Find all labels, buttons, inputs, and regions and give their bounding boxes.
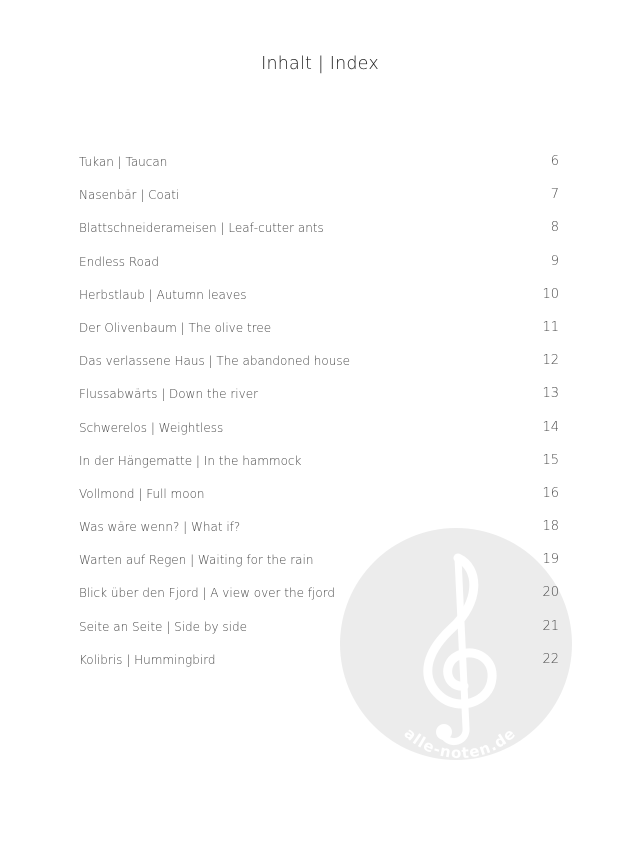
toc-entry-title: Endless Road bbox=[79, 254, 159, 269]
toc-entry bbox=[79, 418, 559, 451]
toc-entry-page: 16 bbox=[542, 485, 559, 501]
toc-entry-page: 8 bbox=[550, 220, 559, 236]
toc-entry bbox=[79, 252, 559, 285]
toc-entry bbox=[79, 517, 559, 550]
toc-entry-title: Was wäre wenn? | What if? bbox=[79, 520, 241, 535]
toc-entry-title: Kolibris | Hummingbird bbox=[79, 652, 216, 667]
toc-entry bbox=[79, 152, 559, 185]
toc-entry-title: Blattschneiderameisen | Leaf-cutter ants bbox=[79, 221, 324, 236]
toc-entry-title: Flussabwärts | Down the river bbox=[79, 387, 259, 402]
toc-entry-page: 10 bbox=[542, 286, 559, 302]
toc-entry bbox=[79, 285, 559, 318]
toc-entry-title: Schwerelos | Weightless bbox=[79, 420, 224, 435]
toc-entry-title: Das verlassene Haus | The abandoned house bbox=[79, 354, 350, 369]
toc-entry-page: 12 bbox=[542, 353, 559, 369]
toc-entry-title: Der Olivenbaum | The olive tree bbox=[79, 320, 272, 335]
toc-entry-title: Blick über den Fjord | A view over the fjord bbox=[79, 586, 336, 601]
toc-entry-page: 7 bbox=[550, 187, 559, 203]
toc-entry-page: 9 bbox=[550, 253, 559, 269]
toc-entry bbox=[79, 218, 559, 251]
toc-entry bbox=[79, 550, 559, 583]
toc-list bbox=[79, 152, 559, 683]
toc-entry-page: 15 bbox=[542, 452, 559, 468]
toc-entry bbox=[79, 451, 559, 484]
toc-entry-page: 11 bbox=[542, 319, 559, 335]
toc-entry-title: Seite an Seite | Side by side bbox=[79, 619, 247, 634]
toc-entry-page: 22 bbox=[542, 651, 559, 667]
toc-entry-title: Vollmond | Full moon bbox=[79, 486, 205, 501]
toc-entry bbox=[79, 617, 559, 650]
toc-entry-page: 21 bbox=[542, 618, 559, 634]
toc-entry bbox=[79, 650, 559, 683]
toc-entry bbox=[79, 484, 559, 517]
toc-entry bbox=[79, 384, 559, 417]
toc-entry-page: 13 bbox=[542, 386, 559, 402]
toc-entry-page: 14 bbox=[542, 419, 559, 435]
toc-entry bbox=[79, 583, 559, 616]
toc-entry bbox=[79, 351, 559, 384]
toc-entry-page: 6 bbox=[550, 154, 559, 169]
toc-entry-page: 19 bbox=[542, 552, 559, 568]
toc-entry bbox=[79, 318, 559, 351]
toc-entry bbox=[79, 185, 559, 218]
toc-entry-title: Tukan | Taucan bbox=[79, 155, 168, 169]
toc-entry-page: 18 bbox=[542, 519, 559, 535]
page-title: Inhalt | Index bbox=[261, 54, 379, 74]
toc-entry-title: Herbstlaub | Autumn leaves bbox=[79, 287, 247, 302]
toc-entry-title: In der Hängematte | In the hammock bbox=[79, 453, 302, 468]
watermark-text: alle-noten.de bbox=[400, 724, 520, 760]
toc-entry-title: Nasenbär | Coati bbox=[79, 188, 180, 203]
toc-entry-page: 20 bbox=[542, 585, 559, 601]
toc-entry-title: Warten auf Regen | Waiting for the rain bbox=[79, 553, 314, 568]
